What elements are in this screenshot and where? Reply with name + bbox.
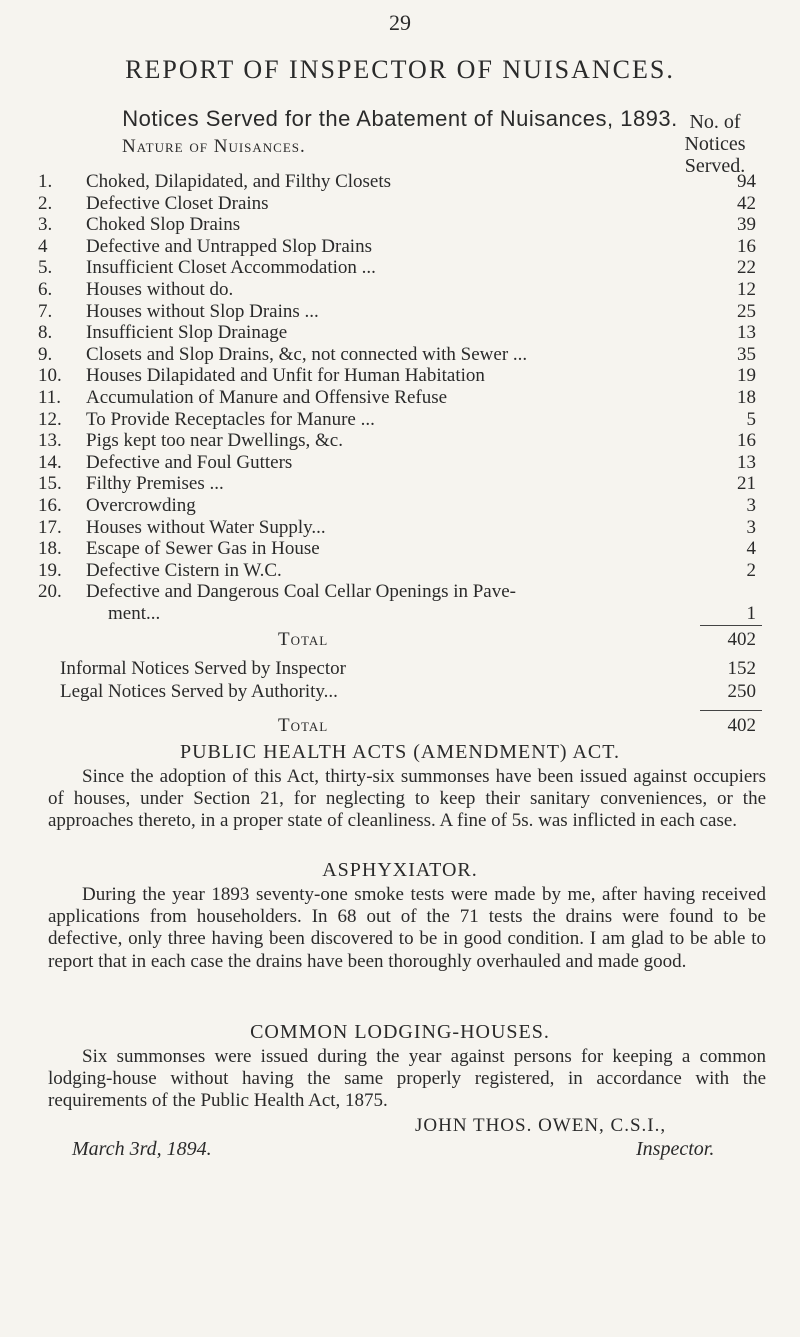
row-count: 16: [737, 235, 756, 257]
row-number: 13.: [38, 430, 62, 452]
total-label: Total: [278, 715, 329, 736]
table-row: [0, 452, 800, 474]
row-label: Escape of Sewer Gas in House: [86, 538, 320, 560]
row-number: 10.: [38, 365, 62, 387]
row-count: 3: [746, 516, 756, 538]
table-row: [0, 171, 800, 193]
row-count: 12: [737, 278, 756, 300]
row-count: 13: [737, 451, 756, 473]
table-row: [0, 214, 800, 236]
row-number: 11.: [38, 386, 62, 408]
row-label: Insufficient Closet Accommodation ...: [86, 257, 376, 279]
paragraph-lodging-houses: Six summonses were issued during the year against persons for keeping a common lodging-house without having the same properly registered, in accordance with the requirements of the Public Health Act, 1875.: [48, 1046, 766, 1112]
legal-label: Legal Notices Served by Authority...: [60, 681, 338, 702]
row-label: Choked Slop Drains: [86, 214, 241, 236]
row-label: Houses without Slop Drains ...: [86, 300, 319, 322]
row-label: Choked, Dilapidated, and Filthy Closets: [86, 171, 392, 192]
section-heading-lodging-houses: COMMON LODGING-HOUSES.: [250, 1021, 550, 1043]
table-row: [0, 236, 800, 258]
row-count: 1: [746, 602, 756, 624]
table-row: [0, 279, 800, 301]
table-row: [0, 257, 800, 279]
table-row: [0, 301, 800, 323]
row-number: 19.: [38, 559, 62, 581]
row-label: Houses Dilapidated and Unfit for Human Habitation: [86, 365, 485, 387]
row-number: 16.: [38, 494, 62, 516]
row-count: 35: [737, 343, 756, 365]
section-heading-asphyxiator: ASPHYXIATOR.: [322, 859, 478, 881]
notices-table: [0, 171, 800, 624]
row-number: 9.: [38, 343, 53, 365]
row-count: 39: [737, 214, 756, 236]
row-count: 5: [746, 408, 756, 430]
row-number: 3.: [38, 214, 53, 236]
divider-rule: [700, 625, 762, 626]
row-number: 5.: [38, 257, 53, 279]
row-label: Closets and Slop Drains, &c, not connected with Sewer ...: [86, 343, 528, 365]
total-count: 402: [727, 629, 756, 650]
row-count: 13: [737, 322, 756, 344]
row-label: Defective and Untrapped Slop Drains: [86, 235, 372, 257]
row-number: 17.: [38, 516, 62, 538]
row-count: 19: [737, 365, 756, 387]
informal-count: 152: [727, 658, 756, 679]
column-header-count: No. of Notices Served.: [684, 111, 746, 177]
row-count: 18: [737, 386, 756, 408]
notices-table-title: Notices Served for the Abatement of Nuisances, 1893.: [122, 106, 678, 131]
row-label: Defective and Foul Gutters: [86, 451, 293, 473]
row-label: Filthy Premises ...: [86, 473, 224, 495]
row-label: Pigs kept too near Dwellings, &c.: [86, 430, 343, 452]
row-label: Houses without do.: [86, 278, 234, 300]
row-count: 2: [746, 559, 756, 581]
row-label: Accumulation of Manure and Offensive Refuse: [86, 386, 448, 408]
legal-count: 250: [727, 681, 756, 702]
row-number: 18.: [38, 538, 62, 560]
table-row-continuation: [0, 603, 800, 625]
table-row: [0, 193, 800, 215]
row-label: Defective and Dangerous Coal Cellar Openings in Pave-: [86, 581, 517, 603]
table-row: [0, 495, 800, 517]
signature-date: March 3rd, 1894.: [72, 1138, 212, 1160]
row-count: 3: [746, 494, 756, 516]
row-count: 42: [737, 192, 756, 214]
row-count: 25: [737, 300, 756, 322]
informal-label: Informal Notices Served by Inspector: [60, 658, 346, 679]
row-label: To Provide Receptacles for Manure ...: [86, 408, 375, 430]
table-row: [0, 517, 800, 539]
row-number: 12.: [38, 408, 62, 430]
total-label: Total: [278, 629, 329, 650]
section-heading-public-health: PUBLIC HEALTH ACTS (AMENDMENT) ACT.: [179, 741, 620, 763]
row-number: 20.: [38, 581, 62, 603]
row-number: 8.: [38, 322, 53, 344]
row-number: 4: [38, 235, 48, 257]
table-row: [0, 322, 800, 344]
table-row: [0, 473, 800, 495]
column-header-nature: Nature of Nuisances.: [122, 136, 306, 157]
row-label: Defective Cistern in W.C.: [86, 559, 282, 581]
row-label: Overcrowding: [86, 494, 196, 516]
row-number: 1.: [38, 171, 53, 192]
report-title: REPORT OF INSPECTOR OF NUISANCES.: [125, 55, 675, 84]
row-count: 94: [737, 171, 756, 192]
table-row: [0, 409, 800, 431]
row-number: 2.: [38, 192, 53, 214]
row-label: Defective Closet Drains: [86, 192, 269, 214]
row-number: 6.: [38, 278, 53, 300]
table-row: [0, 365, 800, 387]
signature-title: Inspector.: [636, 1138, 715, 1160]
row-label: ment...: [108, 602, 161, 624]
row-label: Houses without Water Supply...: [86, 516, 326, 538]
row-number: 7.: [38, 300, 53, 322]
paragraph-asphyxiator: During the year 1893 seventy-one smoke tests were made by me, after having received applications from householders. In 68 out of the 71 tests the drains were found to be defective, only three having been discovered to be in good condition. I am glad to be able to report that in each case the drains have been thoroughly overhauled and made good.: [48, 884, 766, 972]
table-row: [0, 344, 800, 366]
row-number: 14.: [38, 451, 62, 473]
row-count: 4: [746, 538, 756, 560]
signature-name: JOHN THOS. OWEN, C.S.I.,: [415, 1115, 667, 1136]
row-number: 15.: [38, 473, 62, 495]
row-count: 21: [737, 473, 756, 495]
total-count: 402: [727, 715, 756, 736]
row-label: Insufficient Slop Drainage: [86, 322, 288, 344]
page-number: 29: [389, 10, 411, 35]
row-count: 16: [737, 430, 756, 452]
table-row: [0, 560, 800, 582]
table-row: [0, 538, 800, 560]
divider-rule: [700, 710, 762, 711]
paragraph-public-health: Since the adoption of this Act, thirty-six summonses have been issued against occupiers of houses, under Section 21, for neglecting to keep their sanitary conveniences, or the approaches thereto, in a proper state of cleanliness. A fine of 5s. was inflicted in each case.: [48, 766, 766, 832]
table-row: [0, 430, 800, 452]
row-count: 22: [737, 257, 756, 279]
table-row: [0, 581, 800, 603]
table-row: [0, 387, 800, 409]
